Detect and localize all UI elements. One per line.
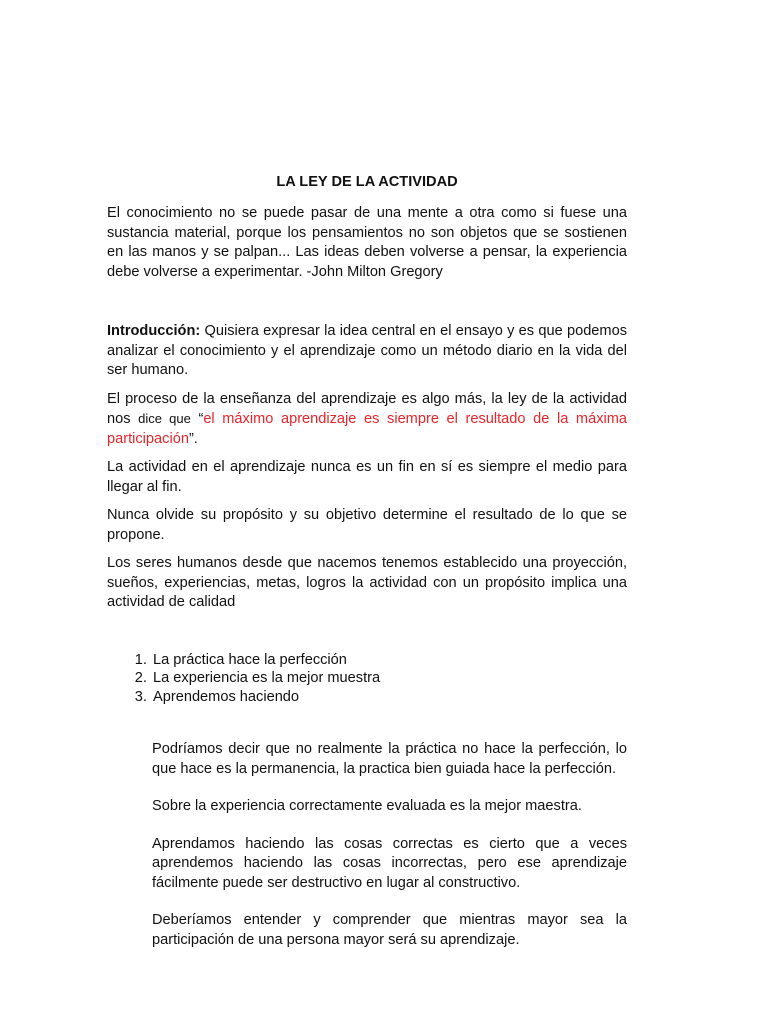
- process-quote-highlight: el máximo aprendizaje es siempre el resultado de la máxima participación: [107, 411, 628, 447]
- process-quote-close: ”.: [188, 430, 198, 447]
- document-page: [107, 172, 627, 968]
- explanation-paragraph: Podríamos decir que no realmente la práctica no hace la perfección, lo que hace es la permanencia, la practica bien guiada hace la perfección.: [152, 741, 627, 777]
- process-text-b: dice que: [138, 411, 191, 426]
- explanation-paragraph: Sobre la experiencia correctamente evaluada es la mejor maestra.: [152, 798, 582, 814]
- activity-paragraph: La actividad en el aprendizaje nunca es un fin en sí es siempre el medio para llegar al fin.: [107, 459, 627, 495]
- list-item: 1. La práctica hace la perfección: [151, 651, 627, 670]
- numbered-list: [107, 651, 627, 707]
- explanation-paragraph: Aprendamos haciendo las cosas correctas es cierto que a veces aprendemos haciendo las cosas incorrectas, pero ese aprendizaje fácilmente puede ser destructivo en lugar al constructivo.: [152, 835, 627, 891]
- intro-text: Quisiera expresar la idea central en el ensayo y es que podemos analizar el conocimiento y el aprendizaje como un método diario en la vida del ser humano.: [107, 323, 627, 378]
- process-paragraph: [107, 390, 627, 450]
- process-text-a: El proceso de la enseñanza del aprendizaje es algo más, la ley de la actividad nos: [107, 390, 627, 427]
- intro-lead: Introducción:: [107, 323, 201, 339]
- document-title: LA LEY DE LA ACTIVIDAD: [276, 174, 458, 190]
- epigraph-paragraph: El conocimiento no se puede pasar de una mente a otra como si fuese una sustancia material, porque los pensamientos no son objetos que se sostienen en las manos y se palpan... Las ideas deben volverse a pensar, la experiencia debe volverse a experimentar. -John Milton Gregory: [107, 205, 627, 280]
- intro-paragraph: [107, 322, 627, 381]
- purpose-paragraph: Nunca olvide su propósito y su objetivo determine el resultado de lo que se propone.: [107, 507, 627, 543]
- process-quote-open: “: [190, 411, 204, 427]
- explanation-paragraph: Deberíamos entender y comprender que mientras mayor sea la participación de una persona mayor será su aprendizaje.: [152, 912, 627, 948]
- list-item: 2. La experiencia es la mejor muestra: [151, 669, 627, 688]
- humans-paragraph: Los seres humanos desde que nacemos tenemos establecido una proyección, sueños, experiencias, metas, logros la actividad con un propósito implica una actividad de calidad: [107, 555, 627, 610]
- explanations-block: [152, 740, 627, 950]
- list-item: 3. Aprendemos haciendo: [151, 688, 627, 707]
